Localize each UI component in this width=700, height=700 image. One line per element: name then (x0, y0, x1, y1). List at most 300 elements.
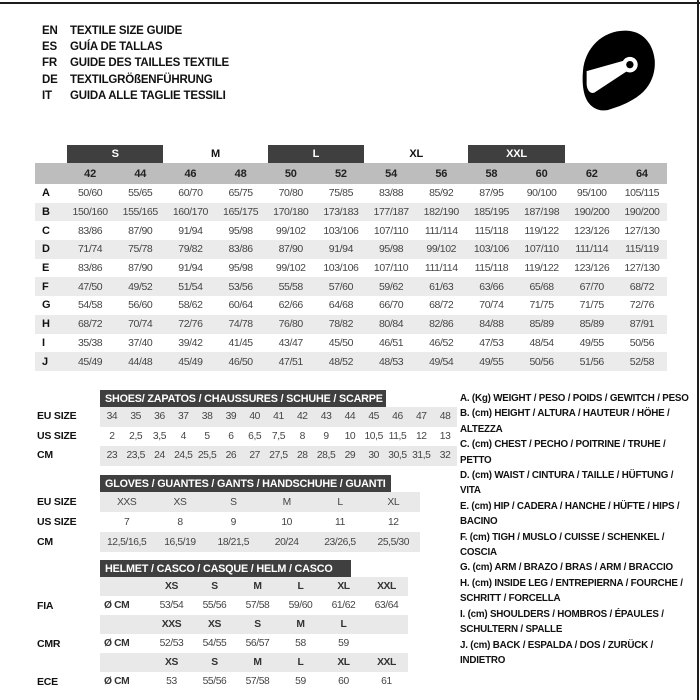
measure-value: 68/72 (629, 280, 655, 293)
measure-value: 41/45 (228, 336, 253, 349)
measure-value: 50/56 (529, 355, 554, 368)
measure-value: 66/70 (378, 299, 404, 312)
measure-value: 78/82 (328, 318, 354, 331)
measure-value: 95/98 (228, 224, 253, 237)
measure-value: 127/130 (624, 262, 660, 275)
shoes-value: 9 (323, 430, 329, 442)
shoes-value: 30 (368, 450, 380, 462)
garment-size-table-body (35, 184, 667, 371)
measure-value: 127/130 (624, 224, 660, 237)
shoes-value: 28,5 (316, 450, 336, 462)
helmet-value: 63/64 (374, 600, 399, 611)
helmet-value: 55/56 (202, 600, 227, 611)
gloves-value: XL (387, 496, 400, 508)
size-group-spacer (567, 145, 617, 163)
shoes-value: 2 (109, 430, 115, 442)
legend-item-j: J. (cm) BACK / ESPALDA / DOS / ZURÜCK / INDIETRO (460, 639, 654, 666)
shoes-cm-label: CM (37, 449, 53, 461)
helmet-size-header: L (297, 657, 304, 668)
helmet-value: 61/62 (331, 600, 356, 611)
shoes-eu-size-label: EU SIZE (37, 410, 77, 422)
gloves-value: 11 (335, 516, 345, 528)
size-header-46: 46 (184, 167, 197, 180)
helmet-value: 53/54 (159, 600, 184, 611)
measure-row-label: G (42, 299, 51, 312)
helmet-size-header: XS (165, 657, 178, 668)
shoes-value: 46 (392, 411, 403, 423)
size-group-xl: XL (409, 148, 423, 160)
measure-value: 60/70 (178, 187, 203, 200)
shoes-value: 27 (249, 450, 261, 462)
measure-value: 56/60 (128, 299, 153, 312)
shoes-us-size-label: US SIZE (37, 430, 77, 442)
measure-value: 35/38 (77, 336, 103, 349)
measure-value: 71/75 (529, 299, 554, 312)
shoes-value: 7,5 (271, 430, 286, 442)
measure-row-label: D (42, 243, 50, 256)
shoes-value: 23 (106, 450, 118, 462)
measure-value: 150/160 (72, 206, 108, 219)
helmet-size-header: XL (337, 657, 350, 668)
helmet-value: 52/53 (159, 638, 184, 649)
garment-size-table (35, 145, 667, 371)
shoes-value: 10,5 (364, 430, 383, 442)
measure-value: 95/98 (378, 243, 404, 256)
shoes-row-eu-size (100, 407, 457, 427)
measure-value: 185/195 (473, 206, 509, 219)
measure-value: 50/56 (629, 336, 655, 349)
racing-helmet-icon (570, 26, 664, 118)
measure-row-label: I (42, 336, 45, 349)
measure-value: 68/72 (429, 299, 454, 312)
measure-value: 190/200 (574, 206, 610, 219)
shoes-value: 45 (368, 411, 380, 423)
language-title-list (42, 23, 229, 104)
measure-value: 111/114 (575, 243, 609, 256)
shoes-value: 3,5 (152, 430, 167, 442)
helmet-size-header: M (253, 581, 262, 592)
measure-value: 91/94 (178, 262, 203, 275)
size-header-64: 64 (635, 167, 648, 180)
guide-title-en: TEXTILE SIZE GUIDE (70, 25, 183, 37)
gloves-eu-size-label: EU SIZE (37, 496, 77, 508)
helmet-size-header: XXL (377, 581, 396, 592)
shoes-value: 5 (204, 430, 210, 442)
measure-value: 67/70 (579, 280, 604, 293)
measure-value: 123/126 (574, 224, 610, 237)
helmet-size-header: S (254, 619, 261, 630)
helmet-size-header: XXL (377, 657, 396, 668)
measure-row-a (35, 184, 667, 203)
measure-value: 70/74 (479, 299, 504, 312)
measure-value: 53/56 (228, 280, 253, 293)
shoes-value: 32 (439, 450, 451, 462)
page-right-border (697, 0, 699, 700)
measure-value: 105/115 (624, 187, 660, 200)
measure-value: 115/118 (474, 224, 509, 237)
shoes-value: 43 (320, 411, 332, 423)
gloves-value: XXS (116, 496, 137, 508)
measure-value: 99/102 (275, 224, 306, 237)
measure-value: 65/68 (529, 280, 554, 293)
measure-value: 119/122 (524, 224, 559, 237)
measure-value: 45/50 (328, 336, 354, 349)
size-header-50: 50 (284, 167, 297, 180)
language-row-fr (42, 55, 229, 71)
gloves-value: L (337, 496, 343, 508)
gloves-value: S (230, 496, 237, 508)
shoes-value: 2,5 (129, 430, 143, 442)
page-top-border (0, 2, 700, 4)
shoes-value: 34 (106, 411, 118, 423)
helmet-size-header: L (340, 619, 347, 630)
measure-value: 47/50 (77, 280, 103, 293)
gloves-value: 12,5/16,5 (106, 536, 147, 548)
measure-row-h (35, 315, 667, 334)
gloves-value: 20/24 (274, 536, 299, 548)
measure-value: 57/60 (328, 280, 354, 293)
measure-value: 39/42 (178, 336, 203, 349)
measure-value: 71/74 (77, 243, 103, 256)
language-row-it (42, 88, 229, 104)
helmet-size-header: S (211, 657, 218, 668)
measure-value: 82/86 (429, 318, 454, 331)
measure-value: 43/47 (278, 336, 303, 349)
measure-value: 47/51 (278, 355, 303, 368)
size-header-42: 42 (84, 167, 96, 180)
measure-value: 87/90 (128, 262, 153, 275)
gloves-size-table (100, 475, 420, 552)
language-code: EN (42, 25, 58, 37)
measure-value: 83/88 (378, 187, 404, 200)
legend-item-i: I. (cm) SHOULDERS / HOMBROS / ÉPAULES / SCHULTERN / SPALLE (460, 608, 664, 636)
shoes-value: 10 (344, 430, 356, 442)
measure-value: 46/52 (429, 336, 454, 349)
language-row-es (42, 39, 229, 55)
measure-value: 87/95 (479, 187, 504, 200)
measure-value: 103/106 (323, 262, 359, 275)
measure-value: 49/54 (429, 355, 454, 368)
shoes-size-table (100, 390, 457, 466)
measure-value: 85/89 (579, 318, 604, 331)
shoes-value: 23,5 (126, 450, 145, 462)
measure-row-b (35, 203, 667, 222)
measure-row-j (35, 352, 667, 371)
size-header-44: 44 (134, 167, 147, 180)
gloves-value: 10 (281, 516, 292, 528)
gloves-row-us-size (100, 512, 420, 532)
gloves-table-body (100, 492, 420, 552)
size-group-s: S (67, 145, 163, 163)
guide-title-es: GUÍA DE TALLAS (70, 41, 163, 54)
shoes-value: 26 (225, 450, 237, 462)
measure-value: 182/190 (423, 206, 459, 219)
gloves-value: 25,5/30 (377, 536, 410, 548)
shoes-value: 40 (249, 411, 261, 423)
gloves-value: M (282, 496, 291, 508)
shoes-value: 13 (439, 430, 451, 442)
shoes-table-title: SHOES/ ZAPATOS / CHAUSSURES / SCHUHE / SCARPE (100, 390, 386, 407)
measure-row-label: H (42, 318, 50, 331)
helmet-value: 58 (295, 638, 306, 649)
measure-row-label: C (42, 224, 50, 237)
measure-value: 107/110 (373, 262, 409, 275)
gloves-cm-label: CM (37, 536, 53, 548)
helmet-table-title: HELMET / CASCO / CASQUE / HELM / CASCO (100, 560, 351, 577)
shoes-value: 39 (225, 411, 237, 423)
size-group-header-row (35, 145, 667, 163)
measure-value: 87/90 (278, 243, 303, 256)
helmet-diameter-label: Ø CM (104, 638, 130, 649)
measure-value: 48/54 (529, 336, 554, 349)
helmet-size-header: L (297, 581, 304, 592)
measure-row-label: E (42, 262, 50, 275)
measure-value: 111/114 (424, 224, 458, 237)
helmet-size-header: XS (165, 581, 178, 592)
helmet-value: 53 (166, 676, 177, 687)
measure-value: 83/86 (77, 262, 103, 275)
measure-value: 187/198 (524, 206, 560, 219)
helmet-fia-label: FIA (37, 600, 54, 612)
helmet-size-header: M (253, 657, 262, 668)
size-header-54: 54 (385, 167, 397, 180)
measure-value: 76/80 (278, 318, 303, 331)
guide-title-de: TEXTILGRÖßENFÜHRUNG (70, 73, 213, 86)
measure-value: 123/126 (574, 262, 610, 275)
helmet-cmr-label: CMR (37, 638, 61, 650)
measure-value: 70/74 (128, 318, 153, 331)
gloves-value: XS (173, 496, 187, 508)
measurement-legend (460, 391, 694, 668)
measure-value: 63/66 (479, 280, 504, 293)
measure-value: 58/62 (178, 299, 203, 312)
measure-value: 119/122 (524, 262, 559, 275)
shoes-value: 6 (228, 430, 234, 442)
measure-value: 65/75 (228, 187, 253, 200)
shoes-row-us-size (100, 427, 457, 447)
shoes-value: 42 (296, 411, 308, 423)
size-number-row (35, 163, 667, 184)
shoes-value: 37 (177, 411, 189, 423)
language-row-de (42, 72, 229, 88)
shoes-value: 4 (180, 430, 186, 442)
measure-row-label: B (42, 206, 50, 219)
measure-value: 51/56 (579, 355, 604, 368)
measure-value: 95/98 (228, 262, 253, 275)
measure-value: 83/86 (228, 243, 253, 256)
helmet-size-header: XXS (161, 619, 182, 630)
shoes-value: 47 (415, 411, 427, 423)
measure-value: 87/90 (128, 224, 153, 237)
gloves-value: 8 (177, 516, 183, 528)
measure-row-g (35, 296, 667, 315)
size-header-48: 48 (234, 167, 247, 180)
measure-value: 55/65 (128, 187, 153, 200)
shoes-value: 31,5 (412, 450, 431, 462)
guide-title-it: GUIDA ALLE TAGLIE TESSILI (70, 89, 226, 102)
measure-value: 87/91 (629, 318, 655, 331)
legend-item-f: F. (cm) TIGH / MUSLO / CUISSE / SCHENKEL / COSCIA (460, 531, 665, 559)
measure-value: 103/106 (323, 224, 359, 237)
legend-item-e: E. (cm) HIP / CADERA / HANCHE / HÜFTE / HIPS / BACINO (460, 500, 680, 528)
measure-value: 49/52 (128, 280, 153, 293)
measure-value: 61/63 (429, 280, 454, 293)
size-header-60: 60 (535, 167, 548, 180)
measure-value: 71/75 (579, 299, 604, 312)
helmet-values-row-ece (100, 672, 408, 691)
helmet-value: 59/60 (288, 600, 313, 611)
shoes-table-body (100, 407, 457, 466)
helmet-value: 60 (338, 676, 349, 687)
shoes-value: 29 (344, 450, 356, 462)
measure-value: 48/52 (328, 355, 354, 368)
helmet-size-header: XL (337, 581, 350, 592)
helmet-diameter-label: Ø CM (104, 600, 130, 611)
legend-item-h: H. (cm) INSIDE LEG / ENTREPIERNA / FOURCHE / SCHRITT / FORCELLA (460, 577, 683, 605)
helmet-value: 57/58 (245, 676, 270, 687)
shoes-value: 36 (154, 411, 165, 423)
shoes-value: 27,5 (269, 450, 288, 462)
measure-value: 91/94 (178, 224, 203, 237)
guide-title-fr: GUIDE DES TAILLES TEXTILE (70, 57, 229, 70)
language-code: IT (42, 89, 52, 102)
measure-value: 80/84 (378, 318, 404, 331)
measure-value: 99/102 (426, 243, 457, 256)
measure-value: 91/94 (328, 243, 354, 256)
measure-row-label: A (42, 187, 50, 200)
shoes-value: 11,5 (388, 430, 407, 442)
size-header-56: 56 (435, 167, 448, 180)
measure-value: 95/100 (576, 187, 607, 200)
measure-value: 85/92 (429, 187, 454, 200)
shoes-value: 8 (299, 430, 305, 442)
size-group-m: M (211, 148, 220, 160)
helmet-value: 59 (295, 676, 306, 687)
helmet-diameter-label: Ø CM (104, 676, 130, 687)
helmet-value: 54/55 (202, 638, 227, 649)
gloves-value: 7 (124, 516, 130, 528)
measure-value: 107/110 (373, 224, 409, 237)
measure-value: 64/68 (328, 299, 354, 312)
size-group-l: L (268, 145, 364, 163)
shoes-value: 24,5 (174, 450, 193, 462)
shoes-row-cm (100, 446, 457, 466)
measure-value: 177/187 (373, 206, 409, 219)
shoes-value: 41 (273, 411, 284, 423)
measure-row-d (35, 240, 667, 259)
shoes-value: 48 (439, 411, 451, 423)
measure-value: 52/58 (629, 355, 655, 368)
helmet-sizes-row-cmr (100, 615, 408, 634)
gloves-row-cm (100, 532, 420, 552)
measure-value: 72/76 (629, 299, 655, 312)
shoes-value: 44 (344, 411, 356, 423)
measure-row-c (35, 221, 667, 240)
measure-value: 45/49 (77, 355, 103, 368)
helmet-size-header: M (296, 619, 305, 630)
shoes-value: 38 (201, 411, 213, 423)
helmet-sizes-row-ece (100, 653, 408, 672)
helmet-value: 55/56 (202, 676, 227, 687)
measure-value: 60/64 (228, 299, 253, 312)
helmet-value: 59 (338, 638, 349, 649)
measure-value: 83/86 (77, 224, 103, 237)
gloves-value: 16,5/19 (164, 536, 196, 548)
shoes-value: 6,5 (248, 430, 262, 442)
legend-item-b: B. (cm) HEIGHT / ALTURA / HAUTEUR / HÖHE / ALTEZZA (460, 408, 670, 435)
legend-item-d: D. (cm) WAIST / CINTURA / TAILLE / HÜFTUNG / VITA (460, 470, 674, 497)
measure-value: 160/170 (172, 206, 208, 219)
measure-value: 72/76 (178, 318, 203, 331)
measure-value: 46/51 (378, 336, 404, 349)
measure-value: 115/119 (625, 243, 659, 256)
measure-value: 54/58 (77, 299, 103, 312)
measure-row-label: J (42, 355, 48, 368)
gloves-table-title: GLOVES / GUANTES / GANTS / HANDSCHUHE / GUANTI (100, 475, 391, 492)
language-code: FR (42, 57, 57, 70)
shoes-value: 25,5 (197, 450, 217, 462)
shoes-value: 30,5 (388, 450, 407, 462)
legend-item-c: C. (cm) CHEST / PECHO / POITRINE / TRUHE / PETTO (460, 439, 666, 466)
measure-value: 84/88 (479, 318, 504, 331)
measure-row-i (35, 334, 667, 353)
measure-value: 75/85 (328, 187, 354, 200)
legend-item-g: G. (cm) ARM / BRAZO / BRAS / ARM / BRACCIO (460, 562, 673, 574)
legend-item-a: A. (Kg) WEIGHT / PESO / POIDS / GEWITCH / PESO (460, 393, 689, 404)
measure-value: 46/50 (228, 355, 253, 368)
measure-value: 173/183 (323, 206, 359, 219)
gloves-value: 18/21,5 (217, 536, 250, 548)
measure-value: 55/58 (278, 280, 303, 293)
helmet-value: 61 (381, 676, 392, 687)
shoes-value: 24 (154, 450, 165, 462)
measure-value: 99/102 (275, 262, 306, 275)
gloves-row-eu-size (100, 492, 420, 512)
measure-value: 155/165 (122, 206, 158, 219)
measure-value: 85/89 (529, 318, 554, 331)
helmet-size-table (100, 560, 408, 691)
measure-value: 59/62 (378, 280, 404, 293)
measure-value: 37/40 (128, 336, 153, 349)
measure-value: 45/49 (178, 355, 203, 368)
language-code: DE (42, 73, 58, 86)
measure-row-label: F (42, 280, 49, 293)
measure-value: 51/54 (178, 280, 203, 293)
shoes-value: 35 (130, 411, 142, 423)
measure-row-f (35, 277, 667, 296)
helmet-value: 56/57 (245, 638, 270, 649)
helmet-value: 57/58 (245, 600, 270, 611)
measure-value: 115/118 (474, 262, 509, 275)
shoes-value: 12 (415, 430, 427, 442)
measure-value: 49/55 (579, 336, 604, 349)
size-header-58: 58 (485, 167, 498, 180)
measure-value: 47/53 (479, 336, 504, 349)
helmet-sizes-row-fia (100, 577, 408, 596)
measure-value: 103/106 (473, 243, 509, 256)
helmet-size-header: S (211, 581, 218, 592)
measure-value: 190/200 (624, 206, 660, 219)
measure-value: 90/100 (526, 187, 557, 200)
gloves-value: 12 (387, 516, 399, 528)
measure-value: 79/82 (178, 243, 203, 256)
measure-value: 50/60 (77, 187, 103, 200)
gloves-value: 9 (230, 516, 236, 528)
helmet-table-body (100, 577, 408, 691)
measure-value: 44/48 (128, 355, 153, 368)
size-header-52: 52 (334, 167, 347, 180)
gloves-us-size-label: US SIZE (37, 516, 77, 528)
